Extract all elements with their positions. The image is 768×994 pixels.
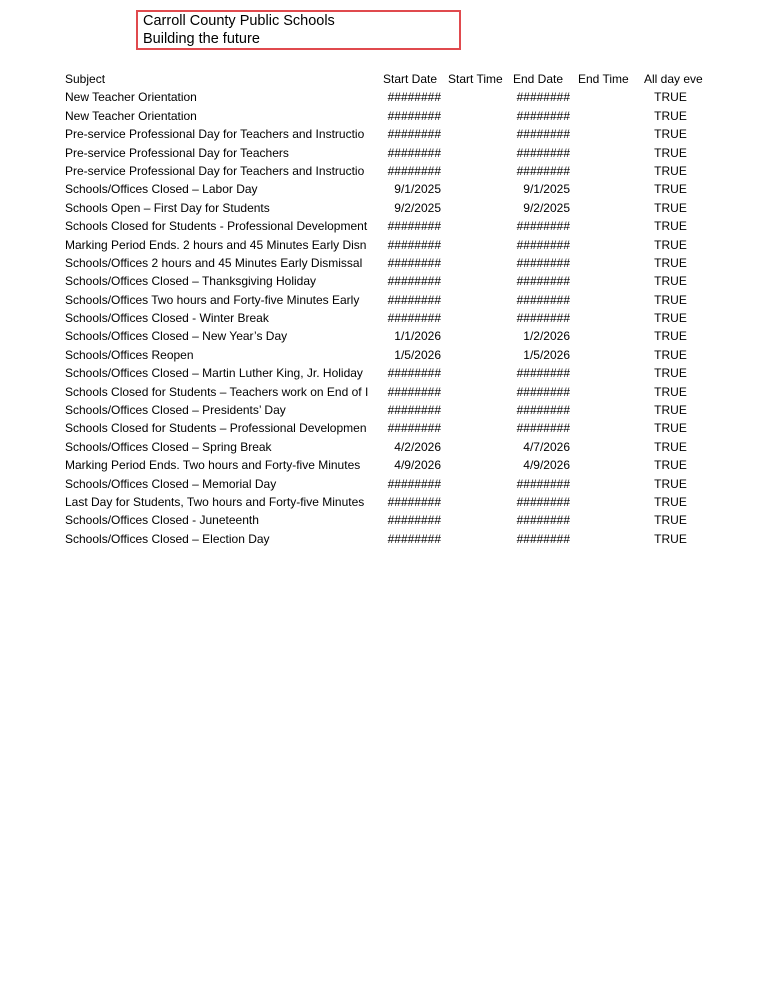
cell-start-time bbox=[443, 88, 508, 106]
cell-end-date: ######## bbox=[516, 163, 570, 178]
cell-end-date: 1/2/2026 bbox=[523, 329, 570, 344]
table-row bbox=[65, 364, 703, 382]
col-header-subject: Subject bbox=[65, 72, 106, 86]
cell-end-date: ######## bbox=[516, 476, 570, 491]
cell-start-date: ######## bbox=[387, 237, 441, 252]
cell-end-date: ######## bbox=[516, 403, 570, 418]
cell-end-time bbox=[572, 401, 638, 419]
cell-start-date: ######## bbox=[387, 274, 441, 289]
cell-end-time bbox=[572, 272, 638, 290]
cell-end-date: 9/2/2025 bbox=[523, 200, 570, 215]
cell-start-date: ######## bbox=[387, 145, 441, 160]
cell-end-date: ######## bbox=[516, 219, 570, 234]
cell-end-date: ######## bbox=[516, 127, 570, 142]
table-row bbox=[65, 419, 703, 437]
cell-start-time bbox=[443, 199, 508, 217]
title-box bbox=[136, 10, 461, 50]
cell-start-time bbox=[443, 327, 508, 345]
cell-all-day: TRUE bbox=[654, 494, 687, 509]
table-row bbox=[65, 291, 703, 309]
cell-start-date: ######## bbox=[387, 513, 441, 528]
table-row bbox=[65, 107, 703, 125]
table-row bbox=[65, 217, 703, 235]
cell-end-date: 4/7/2026 bbox=[523, 439, 570, 454]
table-row bbox=[65, 144, 703, 162]
col-header-start-time: Start Time bbox=[448, 72, 503, 86]
title-line-2: Building the future bbox=[143, 30, 260, 47]
events-table bbox=[65, 70, 703, 548]
cell-end-date: ######## bbox=[516, 237, 570, 252]
table-row bbox=[65, 272, 703, 290]
cell-all-day: TRUE bbox=[654, 531, 687, 546]
cell-start-date: ######## bbox=[387, 163, 441, 178]
cell-start-time bbox=[443, 475, 508, 493]
cell-subject: Schools/Offices 2 hours and 45 Minutes Early Dismissal bbox=[65, 255, 363, 270]
cell-end-date: ######## bbox=[516, 421, 570, 436]
cell-start-time bbox=[443, 107, 508, 125]
cell-start-time bbox=[443, 125, 508, 143]
cell-end-time bbox=[572, 291, 638, 309]
cell-all-day: TRUE bbox=[654, 237, 687, 252]
cell-start-time bbox=[443, 309, 508, 327]
cell-all-day: TRUE bbox=[654, 292, 687, 307]
cell-all-day: TRUE bbox=[654, 182, 687, 197]
cell-subject: Marking Period Ends. 2 hours and 45 Minutes Early Disn bbox=[65, 237, 367, 252]
cell-start-time bbox=[443, 236, 508, 254]
table-row bbox=[65, 199, 703, 217]
cell-start-date: ######## bbox=[387, 476, 441, 491]
table-row bbox=[65, 327, 703, 345]
cell-end-date: ######## bbox=[516, 531, 570, 546]
table-row bbox=[65, 475, 703, 493]
cell-all-day: TRUE bbox=[654, 127, 687, 142]
cell-end-time bbox=[572, 236, 638, 254]
cell-end-date: ######## bbox=[516, 274, 570, 289]
cell-subject: Schools/Offices Closed – Spring Break bbox=[65, 439, 272, 454]
cell-all-day: TRUE bbox=[654, 163, 687, 178]
cell-start-date: ######## bbox=[387, 366, 441, 381]
cell-start-time bbox=[443, 383, 508, 401]
cell-subject: Schools/Offices Closed – Martin Luther King, Jr. Holiday bbox=[65, 366, 363, 381]
cell-end-date: ######## bbox=[516, 494, 570, 509]
cell-subject: Schools/Offices Closed – Labor Day bbox=[65, 182, 258, 197]
cell-subject: Schools Closed for Students – Professional Developmen bbox=[65, 421, 367, 436]
cell-subject: Schools/Offices Closed - Juneteenth bbox=[65, 513, 259, 528]
cell-subject: Marking Period Ends. Two hours and Forty-five Minutes bbox=[65, 458, 361, 473]
cell-end-time bbox=[572, 493, 638, 511]
cell-subject: Schools/Offices Reopen bbox=[65, 347, 194, 362]
cell-subject: Schools/Offices Closed – New Year’s Day bbox=[65, 329, 288, 344]
cell-end-time bbox=[572, 327, 638, 345]
cell-start-date: 4/9/2026 bbox=[394, 458, 441, 473]
cell-end-date: ######## bbox=[516, 255, 570, 270]
table-row bbox=[65, 88, 703, 106]
cell-subject: Schools/Offices Closed - Winter Break bbox=[65, 311, 269, 326]
cell-end-time bbox=[572, 438, 638, 456]
cell-end-time bbox=[572, 162, 638, 180]
cell-end-time bbox=[572, 309, 638, 327]
col-header-end-date: End Date bbox=[513, 72, 564, 86]
cell-start-date: ######## bbox=[387, 108, 441, 123]
cell-start-time bbox=[443, 272, 508, 290]
cell-start-time bbox=[443, 162, 508, 180]
table-row bbox=[65, 456, 703, 474]
table-row bbox=[65, 493, 703, 511]
cell-end-date: ######## bbox=[516, 311, 570, 326]
title-line-1: Carroll County Public Schools bbox=[143, 13, 335, 29]
cell-all-day: TRUE bbox=[654, 145, 687, 160]
cell-start-time bbox=[443, 364, 508, 382]
cell-end-date: ######## bbox=[516, 90, 570, 105]
cell-start-date: ######## bbox=[387, 311, 441, 326]
cell-start-date: 9/2/2025 bbox=[394, 200, 441, 215]
table-rows bbox=[65, 88, 703, 548]
cell-all-day: TRUE bbox=[654, 219, 687, 234]
table-row bbox=[65, 236, 703, 254]
cell-start-time bbox=[443, 493, 508, 511]
cell-end-time bbox=[572, 199, 638, 217]
cell-end-time bbox=[572, 364, 638, 382]
table-row bbox=[65, 180, 703, 198]
table-row bbox=[65, 511, 703, 529]
cell-end-time bbox=[572, 530, 638, 548]
cell-start-date: 1/1/2026 bbox=[394, 329, 441, 344]
cell-subject: New Teacher Orientation bbox=[65, 90, 197, 105]
cell-all-day: TRUE bbox=[654, 384, 687, 399]
cell-end-date: ######## bbox=[516, 108, 570, 123]
cell-end-date: ######## bbox=[516, 292, 570, 307]
col-header-end-time: End Time bbox=[578, 72, 629, 86]
cell-all-day: TRUE bbox=[654, 255, 687, 270]
cell-subject: Schools Closed for Students – Teachers work on End of I bbox=[65, 384, 369, 399]
table-row bbox=[65, 438, 703, 456]
cell-all-day: TRUE bbox=[654, 476, 687, 491]
cell-end-time bbox=[572, 419, 638, 437]
cell-end-time bbox=[572, 125, 638, 143]
table-row bbox=[65, 162, 703, 180]
cell-end-date: ######## bbox=[516, 145, 570, 160]
table-row bbox=[65, 254, 703, 272]
cell-end-time bbox=[572, 254, 638, 272]
cell-subject: Schools Closed for Students - Professional Development bbox=[65, 219, 368, 234]
table-header-row bbox=[65, 70, 703, 88]
table-row bbox=[65, 309, 703, 327]
cell-subject: Pre-service Professional Day for Teachers bbox=[65, 145, 289, 160]
cell-start-time bbox=[443, 180, 508, 198]
cell-end-date: 9/1/2025 bbox=[523, 182, 570, 197]
cell-end-time bbox=[572, 383, 638, 401]
cell-end-time bbox=[572, 475, 638, 493]
cell-subject: Schools Open – First Day for Students bbox=[65, 200, 270, 215]
cell-end-date: 1/5/2026 bbox=[523, 347, 570, 362]
cell-start-time bbox=[443, 144, 508, 162]
cell-all-day: TRUE bbox=[654, 421, 687, 436]
cell-start-date: ######## bbox=[387, 494, 441, 509]
cell-subject: Schools/Offices Closed – Presidents’ Day bbox=[65, 403, 286, 418]
cell-end-date: ######## bbox=[516, 366, 570, 381]
cell-all-day: TRUE bbox=[654, 274, 687, 289]
cell-end-time bbox=[572, 456, 638, 474]
cell-start-time bbox=[443, 217, 508, 235]
cell-end-time bbox=[572, 88, 638, 106]
cell-all-day: TRUE bbox=[654, 311, 687, 326]
cell-start-time bbox=[443, 456, 508, 474]
cell-start-time bbox=[443, 530, 508, 548]
cell-start-time bbox=[443, 254, 508, 272]
cell-subject: Schools/Offices Closed – Thanksgiving Holiday bbox=[65, 274, 317, 289]
table-row bbox=[65, 125, 703, 143]
cell-start-date: ######## bbox=[387, 421, 441, 436]
cell-subject: Schools/Offices Closed – Memorial Day bbox=[65, 476, 277, 491]
cell-all-day: TRUE bbox=[654, 403, 687, 418]
cell-subject: Pre-service Professional Day for Teachers and Instructio bbox=[65, 127, 365, 142]
cell-start-date: ######## bbox=[387, 292, 441, 307]
cell-all-day: TRUE bbox=[654, 366, 687, 381]
cell-subject: Pre-service Professional Day for Teachers and Instructio bbox=[65, 163, 365, 178]
cell-start-date: ######## bbox=[387, 127, 441, 142]
cell-start-date: ######## bbox=[387, 531, 441, 546]
cell-all-day: TRUE bbox=[654, 90, 687, 105]
cell-end-time bbox=[572, 511, 638, 529]
cell-start-date: ######## bbox=[387, 90, 441, 105]
cell-start-time bbox=[443, 401, 508, 419]
cell-end-date: ######## bbox=[516, 384, 570, 399]
cell-all-day: TRUE bbox=[654, 200, 687, 215]
cell-subject: Schools/Offices Closed – Election Day bbox=[65, 531, 270, 546]
cell-start-time bbox=[443, 419, 508, 437]
cell-start-date: ######## bbox=[387, 384, 441, 399]
table-row bbox=[65, 401, 703, 419]
cell-start-time bbox=[443, 291, 508, 309]
table-row bbox=[65, 383, 703, 401]
cell-start-time bbox=[443, 346, 508, 364]
cell-end-time bbox=[572, 107, 638, 125]
cell-end-date: 4/9/2026 bbox=[523, 458, 570, 473]
col-header-all-day: All day eve bbox=[644, 72, 703, 86]
cell-all-day: TRUE bbox=[654, 347, 687, 362]
cell-start-date: 9/1/2025 bbox=[394, 182, 441, 197]
cell-all-day: TRUE bbox=[654, 108, 687, 123]
cell-all-day: TRUE bbox=[654, 329, 687, 344]
cell-start-date: ######## bbox=[387, 255, 441, 270]
cell-start-date: ######## bbox=[387, 403, 441, 418]
cell-end-date: ######## bbox=[516, 513, 570, 528]
cell-start-date: ######## bbox=[387, 219, 441, 234]
cell-end-time bbox=[572, 180, 638, 198]
table-row bbox=[65, 530, 703, 548]
cell-end-time bbox=[572, 217, 638, 235]
cell-start-time bbox=[443, 438, 508, 456]
table-row bbox=[65, 346, 703, 364]
cell-end-time bbox=[572, 144, 638, 162]
cell-all-day: TRUE bbox=[654, 513, 687, 528]
cell-subject: Last Day for Students, Two hours and Forty-five Minutes bbox=[65, 494, 365, 509]
cell-end-time bbox=[572, 346, 638, 364]
cell-all-day: TRUE bbox=[654, 439, 687, 454]
cell-all-day: TRUE bbox=[654, 458, 687, 473]
cell-start-date: 4/2/2026 bbox=[394, 439, 441, 454]
cell-start-time bbox=[443, 511, 508, 529]
col-header-start-date: Start Date bbox=[383, 72, 438, 86]
cell-start-date: 1/5/2026 bbox=[394, 347, 441, 362]
cell-subject: New Teacher Orientation bbox=[65, 108, 197, 123]
cell-subject: Schools/Offices Two hours and Forty-five Minutes Early bbox=[65, 292, 360, 307]
